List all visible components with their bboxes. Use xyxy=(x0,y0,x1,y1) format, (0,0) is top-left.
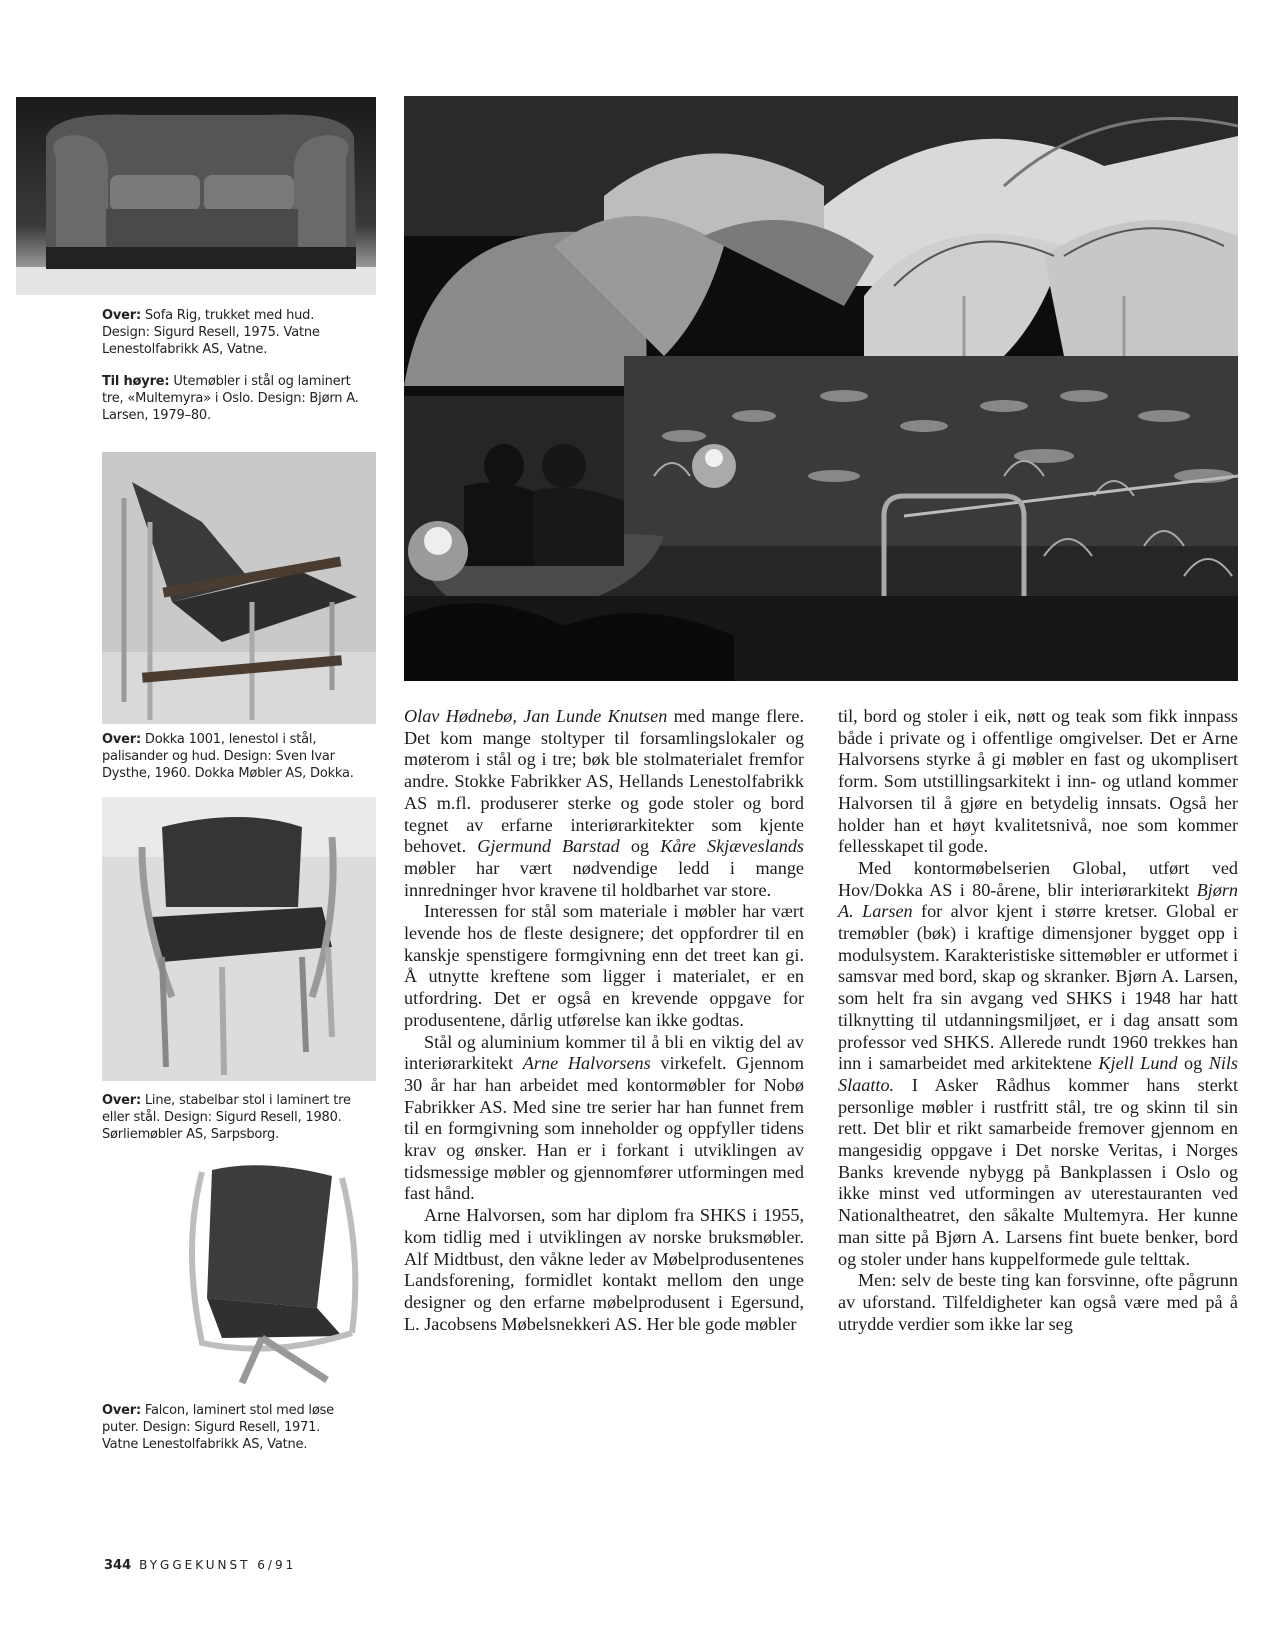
body-paragraph: Interessen for stål som materiale i møbler har vært levende hos de fleste designere; det oppfordrer til en kanskje spenstigere formgivning enn det treet kan gi. Å utnytte kreftene som ligger i materialet, er en utfordring. Det er også en krevende oppgave for produsentene, dårlig utførelse kan ikke godtas. xyxy=(404,901,804,1030)
text-run: Med kontormøbelserien Global, utført ved Hov/Dokka AS i 80-årene, blir interiørarkitekt xyxy=(838,857,1238,900)
text-run: og xyxy=(619,836,661,857)
caption-dokka xyxy=(102,731,370,797)
caption-label: Over: xyxy=(102,308,141,323)
text-run: virkefelt. Gjennom 30 år har han arbeidet med kontormøbler for Nobø Fabrikker AS. Med sine tre serier har han funnet frem til en formgivning som inneholder og oppfyller tidens krav og ønsker. Han er i forkant i utviklingen av tidsmessige møbler og gjennomfører utformingen med fast hånd. xyxy=(404,1053,804,1204)
caption-sofa-and-right xyxy=(102,307,362,439)
body-paragraph xyxy=(404,706,804,901)
body-paragraph: Men: selv de beste ting kan forsvinne, ofte pågrunn av uforstand. Tilfeldigheter kan også være med på å utrydde verdier som ikke lar seg xyxy=(838,1270,1238,1334)
person-name: Kjell Lund xyxy=(1098,1053,1178,1074)
person-name: Olav Hødnebø, Jan Lunde Knutsen xyxy=(404,706,668,726)
body-column-left xyxy=(404,706,804,1335)
body-paragraph xyxy=(404,1032,804,1206)
caption-text: Sofa Rig, trukket med hud. Design: Sigurd Resell, 1975. Vatne Lenestolfabrikk AS, Vatne. xyxy=(102,308,320,357)
body-paragraph: Arne Halvorsen, som har diplom fra SHKS i 1955, kom tidlig med i utviklingen av norske bruksmøbler. Alf Midtbust, den våkne leder av Møbelprodusentenes Landsforening, formidlet kontakt mellom den unge designer og den erfarne møbelprodusent i Egersund, L. Jacobsens Møbelsnekkeri AS. Her ble gode møbler xyxy=(404,1205,804,1334)
text-run: møbler har vært nødvendige ledd i mange innredninger hvor kravene til holdbarhet var store. xyxy=(404,857,804,900)
multemyra-photo xyxy=(404,96,1238,681)
page-number: 344 xyxy=(104,1558,132,1573)
caption-text: Line, stabelbar stol i laminert tre eller stål. Design: Sigurd Resell, 1980. Sørliemøbler AS, Sarpsborg. xyxy=(102,1093,351,1142)
caption-text: Utemøbler i stål og laminert tre, «Multemyra» i Oslo. Design: Bjørn A. Larsen, 1979–80. xyxy=(102,374,359,423)
line-chair-photo xyxy=(102,797,376,1081)
caption-text: Falcon, laminert stol med løse puter. Design: Sigurd Resell, 1971. Vatne Lenestolfabrikk AS, Vatne. xyxy=(102,1403,334,1452)
person-name: Nils Slaatto. xyxy=(838,1053,1239,1095)
text-run: for alvor kjent i større kretser. Global er tremøbler (bøk) i kraftige dimensjoner bygget opp i modulsystem. Karakteristiske sittemøbler er utformet i samsvar med bord, skap og skranker. Bjørn A. Larsen, som helt fra sin avgang ved SHKS i 1948 har hatt tilknytting til utdanningsmiljøet, er i dag ansatt som professor ved SHKS. Allerede rundt 1960 trekkes han inn i samarbeidet med arkitektene xyxy=(838,901,1239,1074)
caption-text: Dokka 1001, lenestol i stål, palisander og hud. Design: Sven Ivar Dysthe, 1960. Dokka Møbler AS, Dokka. xyxy=(102,732,354,781)
caption-right xyxy=(102,373,362,424)
caption-line xyxy=(102,1092,364,1158)
caption-label: Over: xyxy=(102,732,141,747)
text-run: Stål og aluminium kommer til å bli en viktig del av interiørarkitekt xyxy=(404,1031,804,1074)
text-run: I Asker Rådhus kommer hans sterkt personlige møbler i rustfritt stål, tre og skinn til sin rett. Det blir et rikt samarbeide fremover gjennom en mangesidig oppgave i Det norske Veritas, i Norges Banks krevende nybygg på Bankplassen i Oslo og ikke minst ved utformingen av uterestauranten ved Nationaltheatret, den såkalte Multemyra. Her kunne man sitte på Bjørn A. Larsens fint buete benker, bord og stoler under hans kuppelformede gule telttak. xyxy=(838,1074,1238,1269)
caption-label: Til høyre: xyxy=(102,374,170,389)
person-name: Gjermund Barstad xyxy=(477,836,620,857)
text-run: med mange flere. Det kom mange stoltyper til forsamlingslokaler og møterom i stål og i tre; bøk ble stolmaterialet fremfor andre. Stokke Fabrikker AS, Hellands Lenestolfabrikk AS m.fl. produserer sterke og gode stoler og bord tegnet av erfarne interiørarkitekter som kjente behovet. xyxy=(404,706,805,857)
sofa-photo xyxy=(16,97,376,295)
person-name: Bjørn A. Larsen xyxy=(838,879,1238,922)
caption-label: Over: xyxy=(102,1093,141,1108)
text-run: og xyxy=(1177,1053,1209,1074)
body-paragraph xyxy=(838,858,1238,1270)
magazine-name: BYGGEKUNST 6/91 xyxy=(139,1558,297,1572)
caption-label: Over: xyxy=(102,1403,141,1418)
person-name: Kåre Skjæveslands xyxy=(660,836,805,857)
body-paragraph: til, bord og stoler i eik, nøtt og teak som fikk innpass både i private og i offentlige omgivelser. Det er Arne Halvorsens styrke å gi møbler en fast og ukomplisert form. Som utstillingsarkitekt i inn- og utland kommer Halvorsen til å gjøre en betydelig innsats. Også her holder han et høyt kvalitetsnivå, noe som kommer fellesskapet til gode. xyxy=(838,706,1238,857)
page-footer xyxy=(104,1558,296,1573)
person-name: Arne Halvorsens xyxy=(522,1053,651,1074)
dokka-chair-photo xyxy=(102,452,376,724)
body-column-right xyxy=(838,706,1238,1335)
caption-falcon xyxy=(102,1402,358,1468)
falcon-chair-photo xyxy=(112,1158,376,1393)
caption-sofa xyxy=(102,307,362,358)
